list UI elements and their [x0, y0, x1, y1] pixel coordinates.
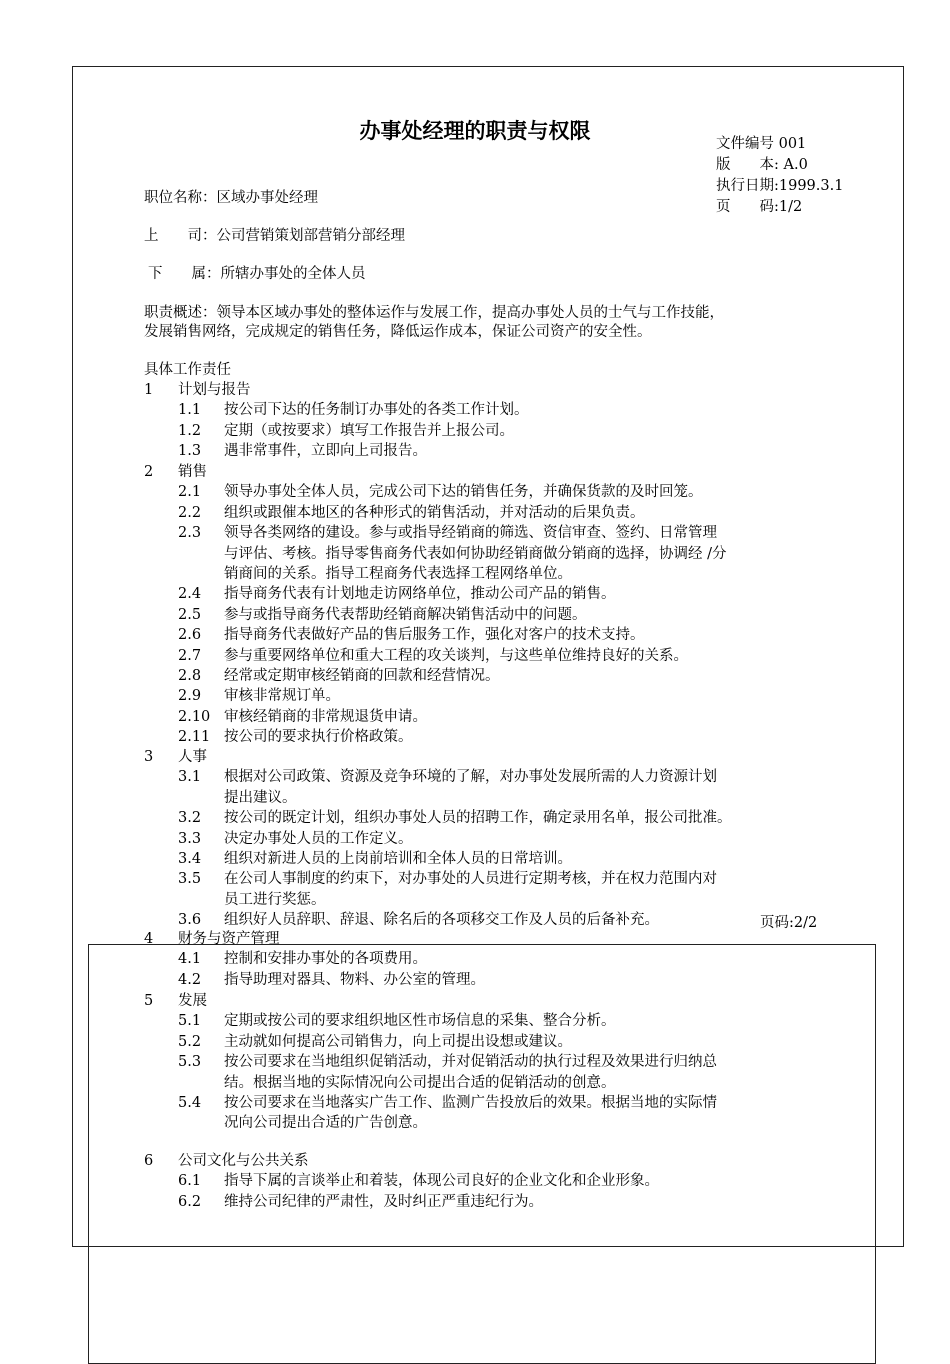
- item-text: 参与重要网络单位和重大工程的攻关谈判，与这些单位维持良好的关系。: [224, 647, 688, 664]
- item-text: 遇非常事件，立即向上司报告。: [224, 443, 427, 460]
- item-number: 3.4: [178, 851, 202, 867]
- page-number-2: 页码:2/2: [760, 915, 818, 931]
- item-number: 3.3: [178, 830, 202, 847]
- section-number: 3: [144, 749, 154, 765]
- item-text: 结。根据当地的实际情况向公司提出合适的促销活动的创意。: [224, 1074, 616, 1091]
- overview-line-2: 发展销售网络，完成规定的销售任务，降低运作成本，保证公司资产的安全性。: [144, 324, 652, 340]
- item-number: 2.7: [178, 647, 202, 664]
- file-number: 文件编号 001: [716, 136, 807, 152]
- page-number: 页 码:1/2: [716, 199, 803, 215]
- item-number: 1.1: [178, 402, 202, 419]
- document-title: 办事处经理的职责与权限: [359, 118, 591, 143]
- item-text: 指导助理对器具、物料、办公室的管理。: [224, 971, 485, 988]
- section-title: 财务与资产管理: [178, 931, 280, 947]
- item-text: 决定办事处人员的工作定义。: [224, 830, 413, 847]
- item-text: 按公司下达的任务制订办事处的各类工作计划。: [224, 402, 529, 419]
- item-number: 2.11: [178, 729, 211, 746]
- item-number: 4.2: [178, 971, 202, 988]
- section-title: 公司文化与公共关系: [178, 1153, 309, 1169]
- item-text: 提出建议。: [224, 789, 297, 806]
- item-number: 2.2: [178, 504, 202, 521]
- item-text: 经常或定期审核经销商的回款和经营情况。: [224, 668, 500, 684]
- item-text: 审核非常规订单。: [224, 688, 340, 705]
- item-text: 指导商务代表做好产品的售后服务工作，强化对客户的技术支持。: [224, 627, 645, 644]
- item-number: 2.5: [178, 606, 202, 623]
- item-text: 按公司的要求执行价格政策。: [224, 729, 413, 746]
- item-text: 员工进行奖惩。: [224, 891, 326, 908]
- section-title: 销售: [178, 464, 207, 480]
- section-title: 计划与报告: [178, 382, 251, 398]
- item-number: 2.9: [178, 688, 202, 705]
- section-title: 人事: [178, 749, 207, 765]
- item-number: 4.1: [178, 951, 202, 968]
- item-text: 在公司人事制度的约束下，对办事处的人员进行定期考核，并在权力范围内对: [224, 871, 717, 888]
- item-text: 组织或跟催本地区的各种形式的销售活动，并对活动的后果负责。: [224, 504, 645, 521]
- item-text: 销商间的关系。指导工程商务代表选择工程网络单位。: [224, 566, 572, 582]
- item-text: 组织好人员辞职、辞退、除名后的各项移交工作及人员的后备补充。: [224, 912, 659, 929]
- item-text: 根据对公司政策、资源及竞争环境的了解，对办事处发展所需的人力资源计划: [224, 769, 717, 786]
- section-number: 6: [144, 1153, 154, 1169]
- item-text: 领导办事处全体人员，完成公司下达的销售任务，并确保货款的及时回笼。: [224, 484, 703, 501]
- version: 版 本: A.0: [716, 157, 808, 173]
- item-text: 领导各类网络的建设。参与或指导经销商的筛选、资信审查、签约、日常管理: [224, 525, 717, 542]
- section-number: 1: [144, 382, 154, 398]
- item-text: 维持公司纪律的严肃性，及时纠正严重违纪行为。: [224, 1193, 543, 1210]
- item-text: 指导下属的言谈举止和着装，体现公司良好的企业文化和企业形象。: [224, 1173, 659, 1190]
- item-text: 况向公司提出合适的广告创意。: [224, 1115, 427, 1132]
- item-number: 2.10: [178, 708, 211, 725]
- item-text: 按公司要求在当地组织促销活动，并对促销活动的执行过程及效果进行归纳总: [224, 1054, 717, 1071]
- item-text: 定期（或按要求）填写工作报告并上报公司。: [224, 422, 514, 439]
- item-number: 5.2: [178, 1033, 202, 1050]
- overview-line-1: 职责概述：领导本区域办事处的整体运作与发展工作，提高办事处人员的士气与工作技能，: [144, 305, 724, 321]
- item-text: 定期或按公司的要求组织地区性市场信息的采集、整合分析。: [224, 1013, 616, 1030]
- superior: 上 司：公司营销策划部营销分部经理: [144, 228, 405, 244]
- item-text: 参与或指导商务代表帮助经销商解决销售活动中的问题。: [224, 606, 587, 623]
- item-number: 6.1: [178, 1173, 202, 1190]
- item-number: 5.1: [178, 1013, 202, 1030]
- item-text: 审核经销商的非常规退货申请。: [224, 708, 427, 725]
- section-number: 5: [144, 993, 154, 1009]
- item-text: 控制和安排办事处的各项费用。: [224, 951, 427, 968]
- item-number: 2.3: [178, 525, 202, 542]
- section-number: 2: [144, 464, 154, 480]
- subordinate: 下 属：所辖办事处的全体人员: [148, 266, 366, 282]
- item-number: 1.2: [178, 422, 202, 439]
- item-number: 3.6: [178, 912, 202, 929]
- item-text: 按公司要求在当地落实广告工作、监测广告投放后的效果。根据当地的实际情: [224, 1095, 717, 1111]
- item-text: 主动就如何提高公司销售力，向上司提出设想或建议。: [224, 1033, 572, 1050]
- item-number: 5.4: [178, 1095, 202, 1111]
- position-title: 职位名称：区域办事处经理: [144, 190, 318, 206]
- item-text: 指导商务代表有计划地走访网络单位，推动公司产品的销售。: [224, 586, 616, 603]
- item-number: 2.6: [178, 627, 202, 644]
- item-number: 2.8: [178, 668, 202, 684]
- duties-heading: 具体工作责任: [144, 362, 231, 378]
- item-number: 6.2: [178, 1193, 202, 1210]
- item-number: 3.2: [178, 810, 202, 827]
- effective-date: 执行日期:1999.3.1: [716, 178, 844, 194]
- section-number: 4: [144, 931, 154, 947]
- item-text: 组织对新进人员的上岗前培训和全体人员的日常培训。: [224, 851, 572, 867]
- section-title: 发展: [178, 993, 207, 1009]
- item-number: 5.3: [178, 1054, 202, 1071]
- item-number: 2.1: [178, 484, 202, 501]
- item-number: 2.4: [178, 586, 202, 603]
- item-text: 与评估、考核。指导零售商务代表如何协助经销商做分销商的选择，协调经 /分: [224, 545, 727, 562]
- item-number: 1.3: [178, 443, 202, 460]
- item-number: 3.5: [178, 871, 202, 888]
- item-text: 按公司的既定计划，组织办事处人员的招聘工作，确定录用名单，报公司批准。: [224, 810, 732, 827]
- item-number: 3.1: [178, 769, 202, 786]
